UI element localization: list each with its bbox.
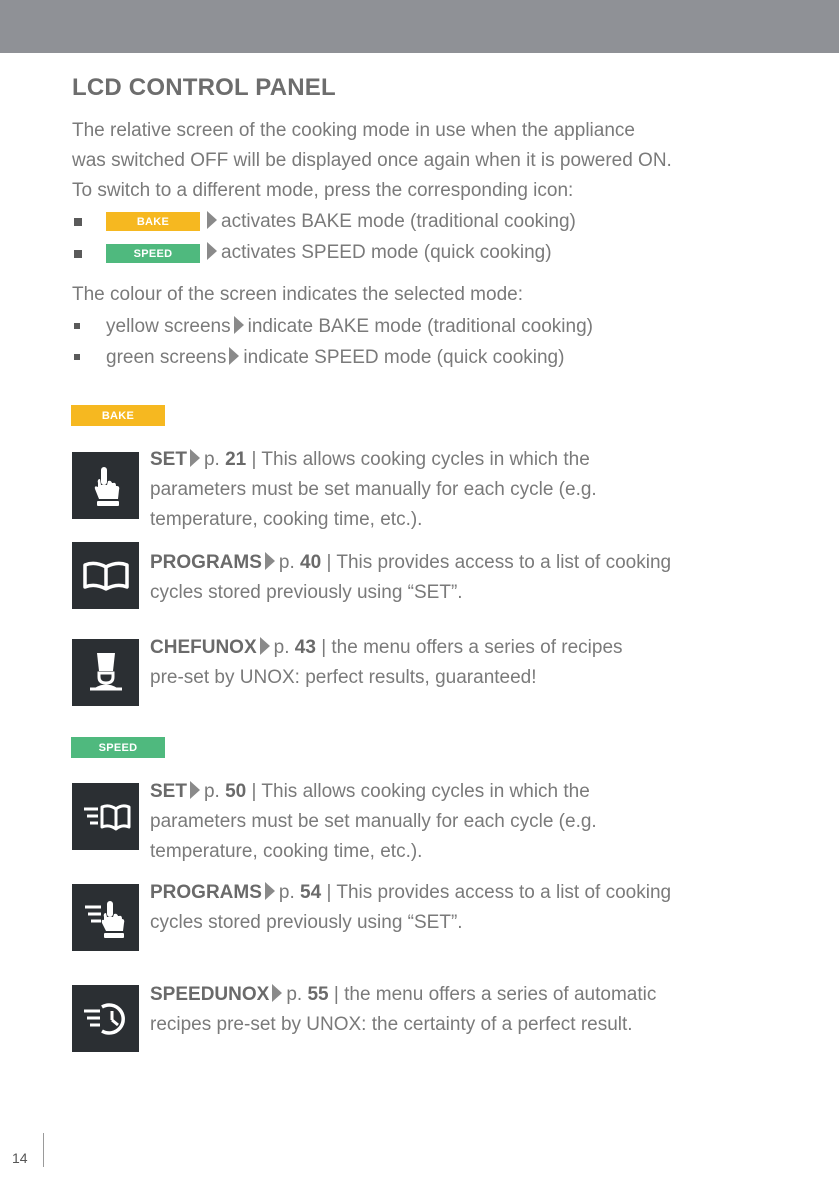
bake-chefunox-entry: CHEFUNOX p. 43 | the menu offers a series of recipes pre-set by UNOX: perfect results, guaranteed! (150, 637, 623, 688)
bullet-icon (74, 323, 80, 329)
bake-section-tag: BAKE (71, 405, 165, 426)
bake-set-entry: SET p. 21 | This allows cooking cycles in which the parameters must be set manually for each cycle (e.g. temperature, cooking time, etc.). (150, 449, 597, 530)
footer-divider (43, 1133, 44, 1167)
header-bar (0, 0, 839, 53)
bullet-icon (74, 354, 80, 360)
arrow-right-icon (234, 316, 244, 334)
open-book-icon (72, 542, 139, 609)
arrow-right-icon (265, 882, 275, 900)
arrow-right-icon (272, 984, 282, 1002)
chef-hat-icon (72, 639, 139, 706)
speed-book-icon (72, 783, 139, 850)
speed-tag: SPEED (106, 244, 200, 263)
bullet-icon (74, 250, 82, 258)
page-title: LCD CONTROL PANEL (72, 74, 336, 101)
intro-line-1: The relative screen of the cooking mode in use when the appliance (72, 120, 635, 141)
speed-hand-icon (72, 884, 139, 951)
colour-item-green: green screens indicate SPEED mode (quick cooking) (106, 347, 565, 368)
speed-programs-entry: PROGRAMS p. 54 | This provides access to a list of cooking cycles stored previously using “SET”. (150, 882, 672, 933)
colour-intro: The colour of the screen indicates the selected mode: (72, 284, 523, 305)
intro-line-2: was switched OFF will be displayed once again when it is powered ON. (72, 150, 672, 171)
speed-set-entry: SET p. 50 | This allows cooking cycles in which the parameters must be set manually for each cycle (e.g. temperature, cooking time, etc.). (150, 781, 597, 862)
speed-speedunox-entry: SPEEDUNOX p. 55 | the menu offers a series of automatic recipes pre-set by UNOX: the certainty of a perfect result. (150, 984, 657, 1035)
page-number: 14 (12, 1150, 28, 1166)
speed-clock-icon (72, 985, 139, 1052)
speed-section-tag: SPEED (71, 737, 165, 758)
bullet-icon (74, 218, 82, 226)
intro-line-3: To switch to a different mode, press the corresponding icon: (72, 180, 574, 201)
arrow-right-icon (229, 347, 239, 365)
arrow-right-icon (265, 552, 275, 570)
arrow-right-icon (190, 449, 200, 467)
bake-tag: BAKE (106, 212, 200, 231)
hand-pointer-icon (72, 452, 139, 519)
mode-item-bake: activates BAKE mode (traditional cooking) (204, 210, 576, 234)
arrow-right-icon (260, 637, 270, 655)
arrow-right-icon (207, 242, 217, 260)
bake-programs-entry: PROGRAMS p. 40 | This provides access to a list of cooking cycles stored previously using “SET”. (150, 552, 672, 603)
arrow-right-icon (207, 211, 217, 229)
arrow-right-icon (190, 781, 200, 799)
mode-item-speed: activates SPEED mode (quick cooking) (204, 241, 552, 265)
colour-item-yellow: yellow screens indicate BAKE mode (traditional cooking) (106, 316, 593, 337)
